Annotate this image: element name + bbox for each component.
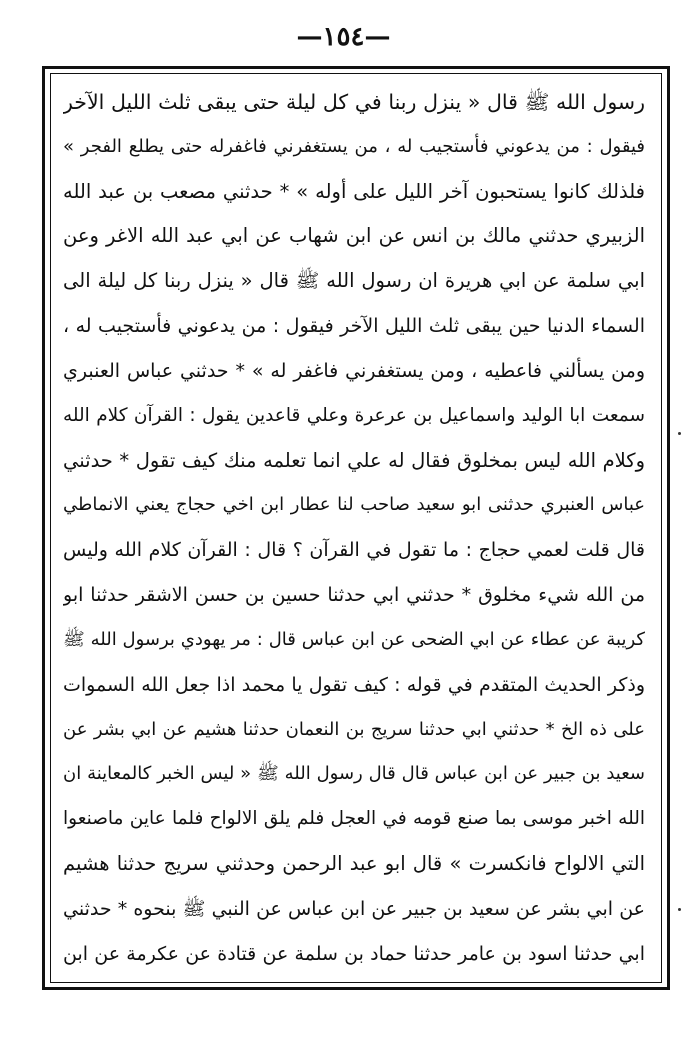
text-line: عن ابي بشر عن سعيد بن جبير عن ابن عباس عن النبي ﷺ بنحوه * حدثني	[63, 897, 645, 920]
text-line: التي الالواح فانكسرت » قال ابو عبد الرحمن وحدثني سريج حدثنا هشيم	[63, 852, 645, 876]
margin-speck	[678, 908, 681, 911]
text-line: قال قلت لعمي حجاج : ما تقول في القرآن ؟ قال : القرآن كلام الله وليس	[63, 539, 645, 562]
text-frame	[50, 73, 662, 983]
text-line: ومن يسألني فاعطيه ، ومن يستغفرني فاغفر له » * حدثني عباس العنبري	[63, 359, 645, 382]
text-line: الله اخبر موسى بما صنع قومه في العجل فلم يلق الالواح فلما عاين ماصنعوا	[63, 808, 645, 830]
text-line: سعيد بن جبير عن ابن عباس قال قال رسول الله ﷺ « ليس الخبر كالمعاينة ان	[63, 763, 645, 785]
page-number: —١٥٤—	[296, 22, 391, 52]
text-line: على ذه الخ * حدثني ابي حدثنا سريج بن النعمان حدثنا هشيم عن ابي بشر عن	[63, 718, 645, 740]
text-line: وذكر الحديث المتقدم في قوله : كيف تقول يا محمد اذا جعل الله السموات	[63, 673, 645, 696]
text-line: الزبيري حدثني مالك بن انس عن ابن شهاب عن ابي عبد الله الاغر وعن	[63, 224, 645, 248]
text-line: ابي حدثنا اسود بن عامر حدثنا حماد بن سلمة عن قتادة عن عكرمة عن ابن	[63, 942, 645, 965]
text-line: فلذلك كانوا يستحبون آخر الليل على أوله » * حدثني مصعب بن عبد الله	[63, 179, 645, 203]
text-line: عباس العنبري حدثنى ابو سعيد صاحب لنا عطار ابن اخي حجاج يعني الانماطي	[63, 494, 645, 516]
text-line: من الله شيء مخلوق * حدثني ابي حدثنا حسين بن حسن الاشقر حدثنا ابو	[63, 584, 645, 607]
text-line: سمعت ابا الوليد واسماعيل بن عرعرة وعلي قاعدين يقول : القرآن كلام الله	[63, 404, 645, 426]
margin-speck	[678, 432, 681, 435]
text-line: ابي سلمة عن ابي هريرة ان رسول الله ﷺ قال « ينزل ربنا كل ليلة الى	[63, 269, 645, 293]
text-line: كريبة عن عطاء عن ابي الضحى عن ابن عباس قال : مر يهودي برسول الله ﷺ	[63, 628, 645, 650]
text-line: فيقول : من يدعوني فأستجيب له ، من يستغفرني فاغفرله حتى يطلع الفجر »	[63, 135, 645, 157]
text-body	[63, 82, 645, 974]
text-line: السماء الدنيا حين يبقى ثلث الليل الآخر فيقول : من يدعوني فأستجيب له ،	[63, 315, 645, 338]
text-line: وكلام الله ليس بمخلوق فقال له علي انما تعلمه منك كيف تقول * حدثني	[63, 448, 645, 472]
text-line: رسول الله ﷺ قال « ينزل ربنا في كل ليلة حتى يبقى ثلث الليل الآخر	[63, 90, 645, 114]
